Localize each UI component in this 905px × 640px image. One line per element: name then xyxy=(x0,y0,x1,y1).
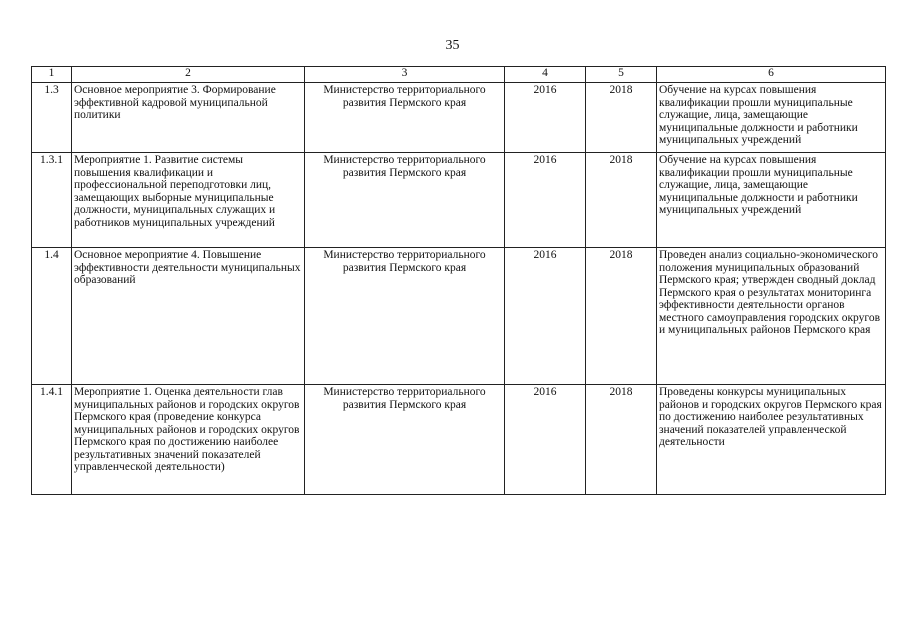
header-col-6: 6 xyxy=(657,67,886,83)
header-col-3: 3 xyxy=(305,67,505,83)
executor-cell: Министерство территориального развития Пермского края xyxy=(305,385,505,495)
table-header-row xyxy=(32,67,886,83)
table-row xyxy=(32,153,886,248)
table-row xyxy=(32,248,886,385)
header-col-2: 2 xyxy=(72,67,305,83)
row-number: 1.4 xyxy=(32,248,72,385)
result-cell: Проведен анализ социально-экономического положения муниципальных образований Пермского края; утвержден сводный доклад Пермского края о результатах мониторинга эффективности деятельности органов местного самоуправления городских округов и муниципальных районов Пермского края xyxy=(657,248,886,385)
result-cell: Обучение на курсах повышения квалификации прошли муниципальные служащие, лица, замещающие муниципальные должности и работники муниципальных учреждений xyxy=(657,153,886,248)
event-cell: Мероприятие 1. Развитие системы повышения квалификации и профессиональной переподготовки лиц, замещающих выборные муниципальные должности, муниципальных служащих и работников муниципальных учреждений xyxy=(72,153,305,248)
start-year-cell: 2016 xyxy=(505,385,586,495)
event-cell: Мероприятие 1. Оценка деятельности глав муниципальных районов и городских округов Пермского края (проведение конкурса муниципальных районов и городских округов Пермского края по достижению наиболее результативных значений показателей управленческой деятельности) xyxy=(72,385,305,495)
header-col-5: 5 xyxy=(586,67,657,83)
row-number: 1.4.1 xyxy=(32,385,72,495)
header-col-1: 1 xyxy=(32,67,72,83)
start-year-cell: 2016 xyxy=(505,153,586,248)
end-year-cell: 2018 xyxy=(586,385,657,495)
page-number: 35 xyxy=(445,38,460,53)
result-cell: Проведены конкурсы муниципальных районов и городских округов Пермского края по достижению наиболее результативных значений показателей управленческой деятельности xyxy=(657,385,886,495)
table-row xyxy=(32,385,886,495)
event-cell: Основное мероприятие 4. Повышение эффективности деятельности муниципальных образований xyxy=(72,248,305,385)
start-year-cell: 2016 xyxy=(505,83,586,153)
start-year-cell: 2016 xyxy=(505,248,586,385)
row-number: 1.3 xyxy=(32,83,72,153)
document-table xyxy=(31,66,886,495)
table-row xyxy=(32,83,886,153)
row-number: 1.3.1 xyxy=(32,153,72,248)
header-col-4: 4 xyxy=(505,67,586,83)
event-cell: Основное мероприятие 3. Формирование эффективной кадровой муниципальной политики xyxy=(72,83,305,153)
end-year-cell: 2018 xyxy=(586,83,657,153)
result-cell: Обучение на курсах повышения квалификации прошли муниципальные служащие, лица, замещающие муниципальные должности и работники муниципальных учреждений xyxy=(657,83,886,153)
end-year-cell: 2018 xyxy=(586,153,657,248)
executor-cell: Министерство территориального развития Пермского края xyxy=(305,83,505,153)
end-year-cell: 2018 xyxy=(586,248,657,385)
executor-cell: Министерство территориального развития Пермского края xyxy=(305,153,505,248)
executor-cell: Министерство территориального развития Пермского края xyxy=(305,248,505,385)
